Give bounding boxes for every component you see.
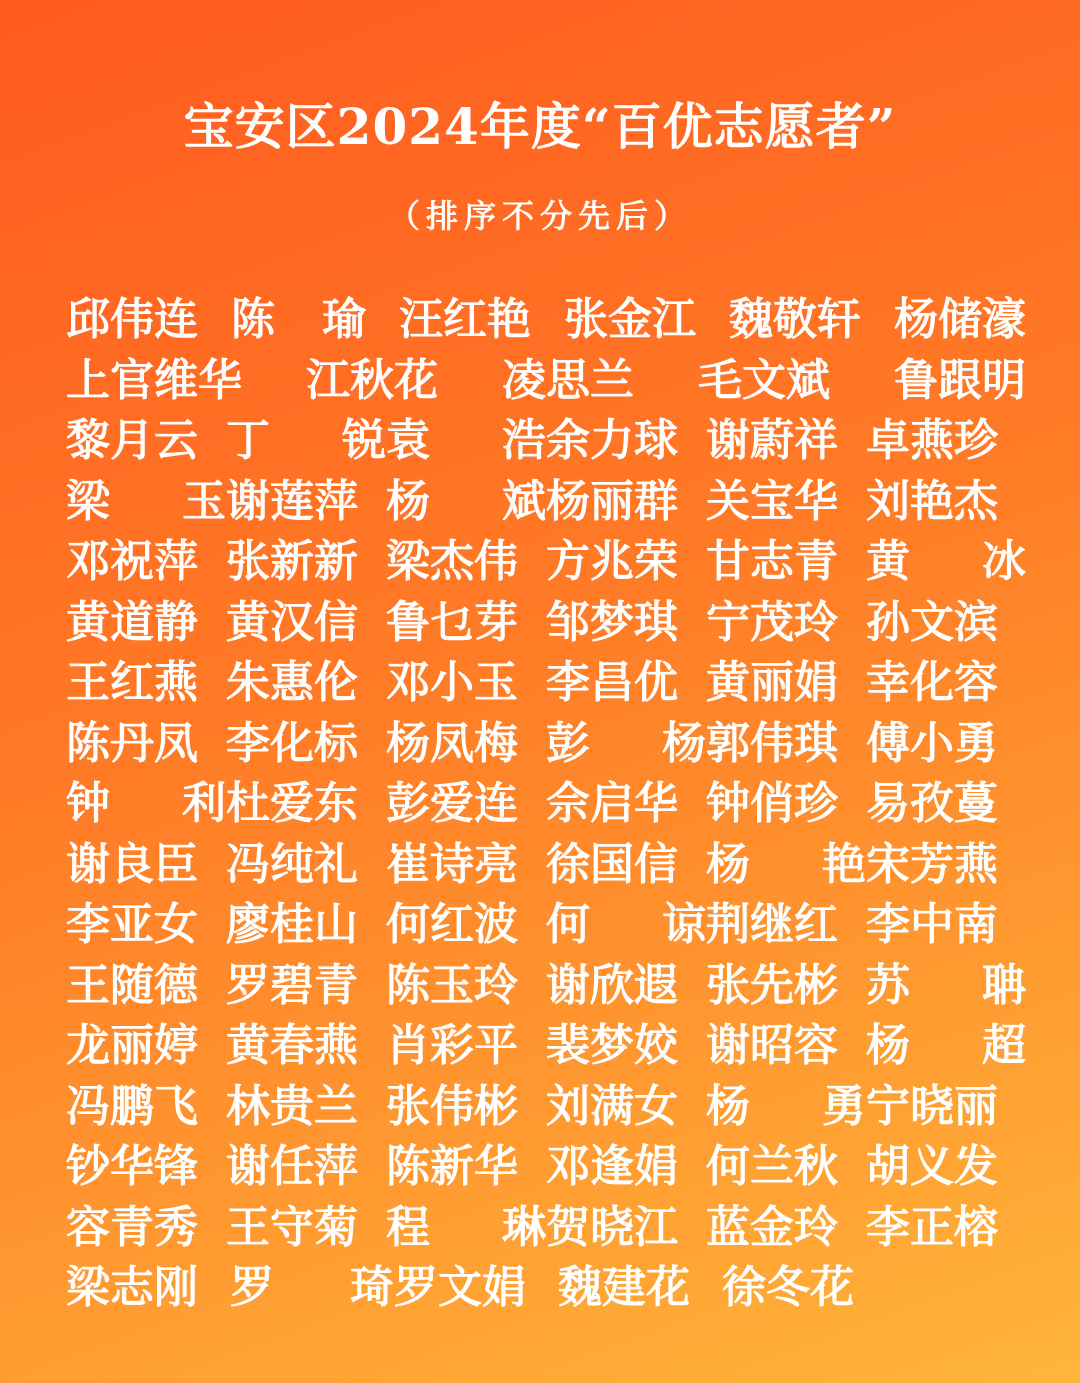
volunteer-name: 刘满女: [546, 1080, 678, 1132]
volunteer-name: 幸化容: [866, 657, 998, 709]
volunteer-name: 杨 斌: [386, 475, 546, 527]
name-row: [66, 1077, 1026, 1138]
name-row: [66, 351, 1026, 412]
volunteer-name: 何兰秋: [706, 1141, 838, 1193]
volunteer-name: 谢良臣: [66, 838, 198, 890]
volunteer-name: 廖桂山: [226, 899, 358, 951]
volunteer-name: 孙文滨: [866, 596, 998, 648]
volunteer-name: 谢莲萍: [226, 475, 358, 527]
volunteer-name: 杨 勇: [706, 1080, 866, 1132]
volunteer-name: 崔诗亮: [386, 838, 518, 890]
name-row: [66, 1137, 1026, 1198]
volunteer-name: 林贵兰: [226, 1080, 358, 1132]
volunteer-name: 彭 杨: [546, 717, 706, 769]
name-row: [66, 1258, 1026, 1319]
volunteer-name: 邱伟连: [66, 294, 198, 346]
volunteer-name: 钞华锋: [66, 1141, 198, 1193]
volunteer-name: 罗碧青: [226, 959, 358, 1011]
volunteer-name: 黄 冰: [866, 536, 1026, 588]
volunteer-name: 傅小勇: [866, 717, 998, 769]
volunteer-name: 贺晓江: [546, 1201, 678, 1253]
name-row: [66, 835, 1026, 896]
volunteer-name: 李亚女: [66, 899, 198, 951]
volunteer-name: 黄道静: [66, 596, 198, 648]
volunteer-name: 裴梦姣: [546, 1020, 678, 1072]
volunteer-name: 梁志刚: [66, 1262, 198, 1314]
volunteer-name: 宁茂玲: [706, 596, 838, 648]
volunteer-name: 胡义发: [866, 1141, 998, 1193]
volunteer-name: 杨 艳: [706, 838, 866, 890]
volunteer-name: 谢蔚祥: [706, 415, 838, 467]
name-row: [66, 290, 1026, 351]
volunteer-name: 黄丽娟: [706, 657, 838, 709]
volunteer-name: 毛文斌: [698, 354, 830, 406]
volunteer-name: 蓝金玲: [706, 1201, 838, 1253]
volunteer-name: 朱惠伦: [226, 657, 358, 709]
volunteer-name: 冯纯礼: [226, 838, 358, 890]
volunteer-name: 梁 玉: [66, 475, 226, 527]
volunteer-name: 徐国信: [546, 838, 678, 890]
volunteer-name: 宋芳燕: [866, 838, 998, 890]
name-row: [66, 956, 1026, 1017]
volunteer-name: 陈新华: [386, 1141, 518, 1193]
volunteer-name: 张金江: [564, 294, 696, 346]
name-row: [66, 532, 1026, 593]
volunteer-name: 何红波: [386, 899, 518, 951]
volunteer-name: 钟俏珍: [706, 778, 838, 830]
name-row: [66, 472, 1026, 533]
volunteer-name: 邹梦琪: [546, 596, 678, 648]
volunteer-name: 苏 聃: [866, 959, 1026, 1011]
volunteer-name: 邓逢娟: [546, 1141, 678, 1193]
volunteer-name-list: [66, 290, 1026, 1319]
volunteer-name: 容青秀: [66, 1201, 198, 1253]
name-row: [66, 774, 1026, 835]
volunteer-name: 杨储濠: [894, 294, 1026, 346]
volunteer-name: 凌思兰: [502, 354, 634, 406]
volunteer-name: 魏敬轩: [729, 294, 861, 346]
volunteer-name: 李正榕: [866, 1201, 998, 1253]
volunteer-name: 李中南: [866, 899, 998, 951]
volunteer-name: 江秋花: [306, 354, 438, 406]
name-row: [66, 593, 1026, 654]
volunteer-name: 卓燕珍: [866, 415, 998, 467]
volunteer-name: 黄汉信: [226, 596, 358, 648]
volunteer-name: 王守菊: [226, 1201, 358, 1253]
volunteer-name: 关宝华: [706, 475, 838, 527]
volunteer-name: 冯鹏飞: [66, 1080, 198, 1132]
volunteer-name: 谢欣遐: [546, 959, 678, 1011]
volunteer-name: 鲁乜芽: [386, 596, 518, 648]
volunteer-name: 黄春燕: [226, 1020, 358, 1072]
volunteer-name: 李昌优: [546, 657, 678, 709]
volunteer-name: 李化标: [226, 717, 358, 769]
volunteer-name: 张先彬: [706, 959, 838, 1011]
volunteer-name: 程 琳: [386, 1201, 546, 1253]
volunteer-name: 陈玉玲: [386, 959, 518, 1011]
volunteer-name: 宁晓丽: [866, 1080, 998, 1132]
volunteer-name: 刘艳杰: [866, 475, 998, 527]
name-row: [66, 895, 1026, 956]
volunteer-name: 彭爱连: [386, 778, 518, 830]
volunteer-name: 徐冬花: [722, 1262, 854, 1314]
volunteer-name: 谢昭容: [706, 1020, 838, 1072]
volunteer-name: 陈丹凤: [66, 717, 198, 769]
volunteer-name: 杜爱东: [226, 778, 358, 830]
volunteer-name: 郭伟琪: [706, 717, 838, 769]
page-title: 宝安区2024年度“百优志愿者”: [183, 97, 897, 156]
volunteer-name: 钟 利: [66, 778, 226, 830]
volunteer-name: 魏建花: [558, 1262, 690, 1314]
volunteer-name: 罗文娟: [394, 1262, 526, 1314]
volunteer-name: 王红燕: [66, 657, 198, 709]
volunteer-name: 黎月云: [66, 415, 198, 467]
volunteer-name: 袁 浩: [386, 415, 546, 467]
page-subtitle: （排序不分先后）: [387, 197, 692, 235]
volunteer-name: 王随德: [66, 959, 198, 1011]
volunteer-name: 丁 锐: [226, 415, 386, 467]
volunteer-name: 余力球: [546, 415, 678, 467]
name-row: [66, 411, 1026, 472]
volunteer-name: 邓祝萍: [66, 536, 198, 588]
name-row: [66, 714, 1026, 775]
volunteer-name: 甘志青: [706, 536, 838, 588]
volunteer-name: 佘启华: [546, 778, 678, 830]
volunteer-name: 方兆荣: [546, 536, 678, 588]
volunteer-name: 汪红艳: [399, 294, 531, 346]
volunteer-name: 龙丽婷: [66, 1020, 198, 1072]
name-row: [66, 653, 1026, 714]
name-row: [66, 1016, 1026, 1077]
name-row: [66, 1198, 1026, 1259]
volunteer-name: 谢任萍: [226, 1141, 358, 1193]
volunteer-name: 荆继红: [706, 899, 838, 951]
volunteer-name: 杨凤梅: [386, 717, 518, 769]
volunteer-name: 易孜蔓: [866, 778, 998, 830]
volunteer-name: 张新新: [226, 536, 358, 588]
volunteer-name: 罗 琦: [230, 1262, 394, 1314]
volunteer-name: 张伟彬: [386, 1080, 518, 1132]
volunteer-name: 杨 超: [866, 1020, 1026, 1072]
volunteer-name: 杨丽群: [546, 475, 678, 527]
volunteer-name: 邓小玉: [386, 657, 518, 709]
volunteer-name: 陈 瑜: [231, 294, 366, 346]
volunteer-name: 鲁跟明: [894, 354, 1026, 406]
volunteer-name: 上官维华: [66, 354, 242, 406]
volunteer-name: 何 谅: [546, 899, 706, 951]
volunteer-name: 肖彩平: [386, 1020, 518, 1072]
volunteer-name: 梁杰伟: [386, 536, 518, 588]
